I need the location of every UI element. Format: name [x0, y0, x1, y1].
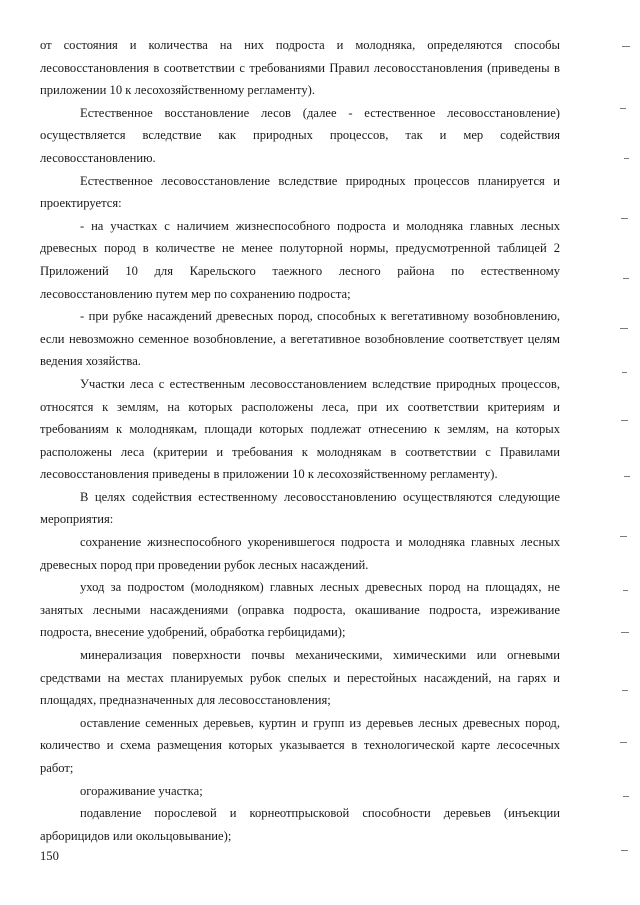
paragraph-4: - на участках с наличием жизнеспособного подроста и молодняка главных лесных древесных пород в количестве не менее полуторной нормы, предусмотренной таблицей 2 Приложений 10 для Карельского таежного лесного района по естественному лесовосстановлению путем мер по сохранению подроста;: [40, 218, 560, 301]
scan-mark: [622, 690, 628, 691]
scan-mark: [621, 218, 628, 219]
scan-mark: [622, 372, 627, 373]
scan-mark: [624, 158, 629, 159]
scan-mark: [620, 742, 627, 743]
paragraph-10: минерализация поверхности почвы механическими, химическими или огневыми средствами на местах планируемых рубок спелых и перестойных насаждений, на гарях и площадях, предназначенных для лесовосстановления;: [40, 648, 560, 708]
scan-mark: [624, 476, 630, 477]
paragraph-13: подавление порослевой и корнеотпрысковой способности деревьев (инъекции арборицидов или окольцовывание);: [40, 806, 560, 843]
paragraph-3: Естественное лесовосстановление вследствие природных процессов планируется и проектируется:: [40, 173, 560, 211]
paragraph-7: В целях содействия естественному лесовосстановлению осуществляются следующие мероприятия:: [40, 489, 560, 527]
scan-mark: [620, 328, 628, 329]
scan-mark: [621, 850, 628, 851]
scan-mark: [621, 632, 629, 633]
scan-mark: [623, 796, 629, 797]
page-number: 150: [40, 849, 59, 863]
document-body: [40, 34, 560, 847]
paragraph-11: оставление семенных деревьев, куртин и групп из деревьев лесных древесных пород, количество и схема размещения которых указывается в технологической карте лесосечных работ;: [40, 715, 560, 775]
scan-mark: [623, 590, 628, 591]
paragraph-9: уход за подростом (молодняком) главных лесных древесных пород на площадях, не занятых лесными насаждениями (оправка подроста, окашивание подроста, изреживание подроста, внесение удобрений, обработка гербицидами);: [40, 580, 560, 640]
scan-mark: [622, 46, 630, 47]
scan-edge-marks: [614, 0, 640, 905]
paragraph-1: от состояния и количества на них подроста и молодняка, определяются способы лесовосстановления в соответствии с требованиями Правил лесовосстановления (приведены в приложении 10 к лесохозяйственному регламенту).: [40, 38, 560, 98]
scan-mark: [620, 536, 627, 537]
paragraph-8: сохранение жизнеспособного укоренившегося подроста и молодняка главных лесных древесных пород при проведении рубок лесных насаждений.: [40, 535, 560, 572]
scan-mark: [621, 420, 628, 421]
paragraph-2: Естественное восстановление лесов (далее - естественное лесовосстановление) осуществляется вследствие как природных процессов, так и мер содействия лесовосстановлению.: [40, 105, 560, 165]
scan-mark: [620, 108, 626, 109]
paragraph-5: - при рубке насаждений древесных пород, способных к вегетативному возобновлению, если невозможно семенное возобновление, а вегетативное возобновление соответствует целям ведения хозяйства.: [40, 309, 560, 369]
paragraph-12: огораживание участка;: [80, 783, 203, 798]
paragraph-6: Участки леса с естественным лесовосстановлением вследствие природных процессов, относятся к землям, на которых расположены леса, при их соответствии критериям и требованиям к молоднякам, площади которых подлежат отнесению к землям, на которых расположены леса (критерии и требования к молоднякам в соответствии с Правилами лесовосстановления приведены в приложении 10 к лесохозяйственному регламенту).: [40, 376, 560, 482]
scan-mark: [623, 278, 629, 279]
